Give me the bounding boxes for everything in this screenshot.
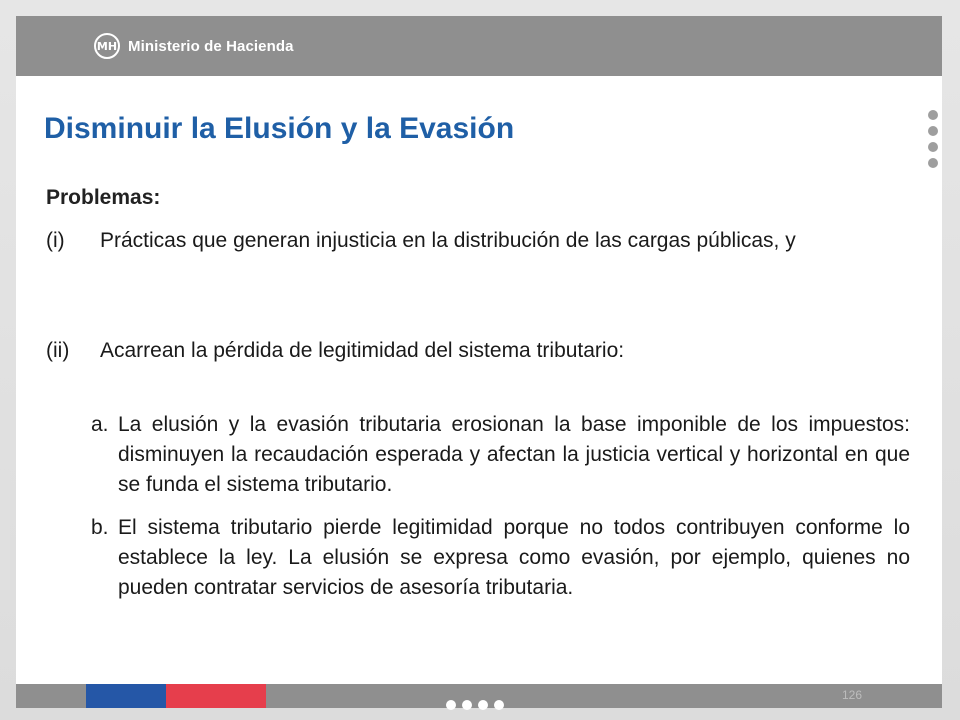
footer-red-segment xyxy=(166,684,266,708)
slide-title: Disminuir la Elusión y la Evasión xyxy=(44,112,515,145)
list-item xyxy=(91,513,910,633)
list-item xyxy=(46,226,910,286)
item-marker: a. xyxy=(91,413,109,436)
list-item xyxy=(91,410,910,500)
ministry-name: Ministerio de Hacienda xyxy=(128,37,294,55)
footer-blue-segment xyxy=(86,684,166,708)
decor-dot xyxy=(928,126,938,136)
page-number: 126 xyxy=(842,688,863,702)
item-marker: b. xyxy=(91,516,109,539)
ministry-seal-icon: MH xyxy=(94,33,120,59)
subheading: Problemas: xyxy=(46,186,161,209)
item-marker: (ii) xyxy=(46,339,70,362)
slide xyxy=(16,16,942,708)
left-notch-decoration xyxy=(0,470,10,590)
ministry-logo xyxy=(94,32,294,60)
decor-dot xyxy=(928,110,938,120)
footer-dot xyxy=(462,700,472,710)
item-text: Acarrean la pérdida de legitimidad del sistema tributario: xyxy=(100,339,625,362)
footer-dot xyxy=(446,700,456,710)
footer-dot xyxy=(494,700,504,710)
item-marker: (i) xyxy=(46,229,65,252)
item-text: La elusión y la evasión tributaria erosionan la base imponible de los impuestos: disminuyen la recaudación esperada y afectan la justicia vertical y horizontal en que se funda el sistema tributario. xyxy=(118,413,910,496)
decor-dot xyxy=(928,158,938,168)
header-bar xyxy=(16,16,942,76)
list-item xyxy=(46,336,910,366)
item-text: El sistema tributario pierde legitimidad porque no todos contribuyen conforme lo establece la ley. La elusión se expresa como evasión, por ejemplo, quienes no pueden contratar servicios de asesoría tributaria. xyxy=(118,516,910,599)
item-text: Prácticas que generan injusticia en la distribución de las cargas públicas, y xyxy=(100,229,796,252)
footer-dot xyxy=(478,700,488,710)
decor-dot xyxy=(928,142,938,152)
